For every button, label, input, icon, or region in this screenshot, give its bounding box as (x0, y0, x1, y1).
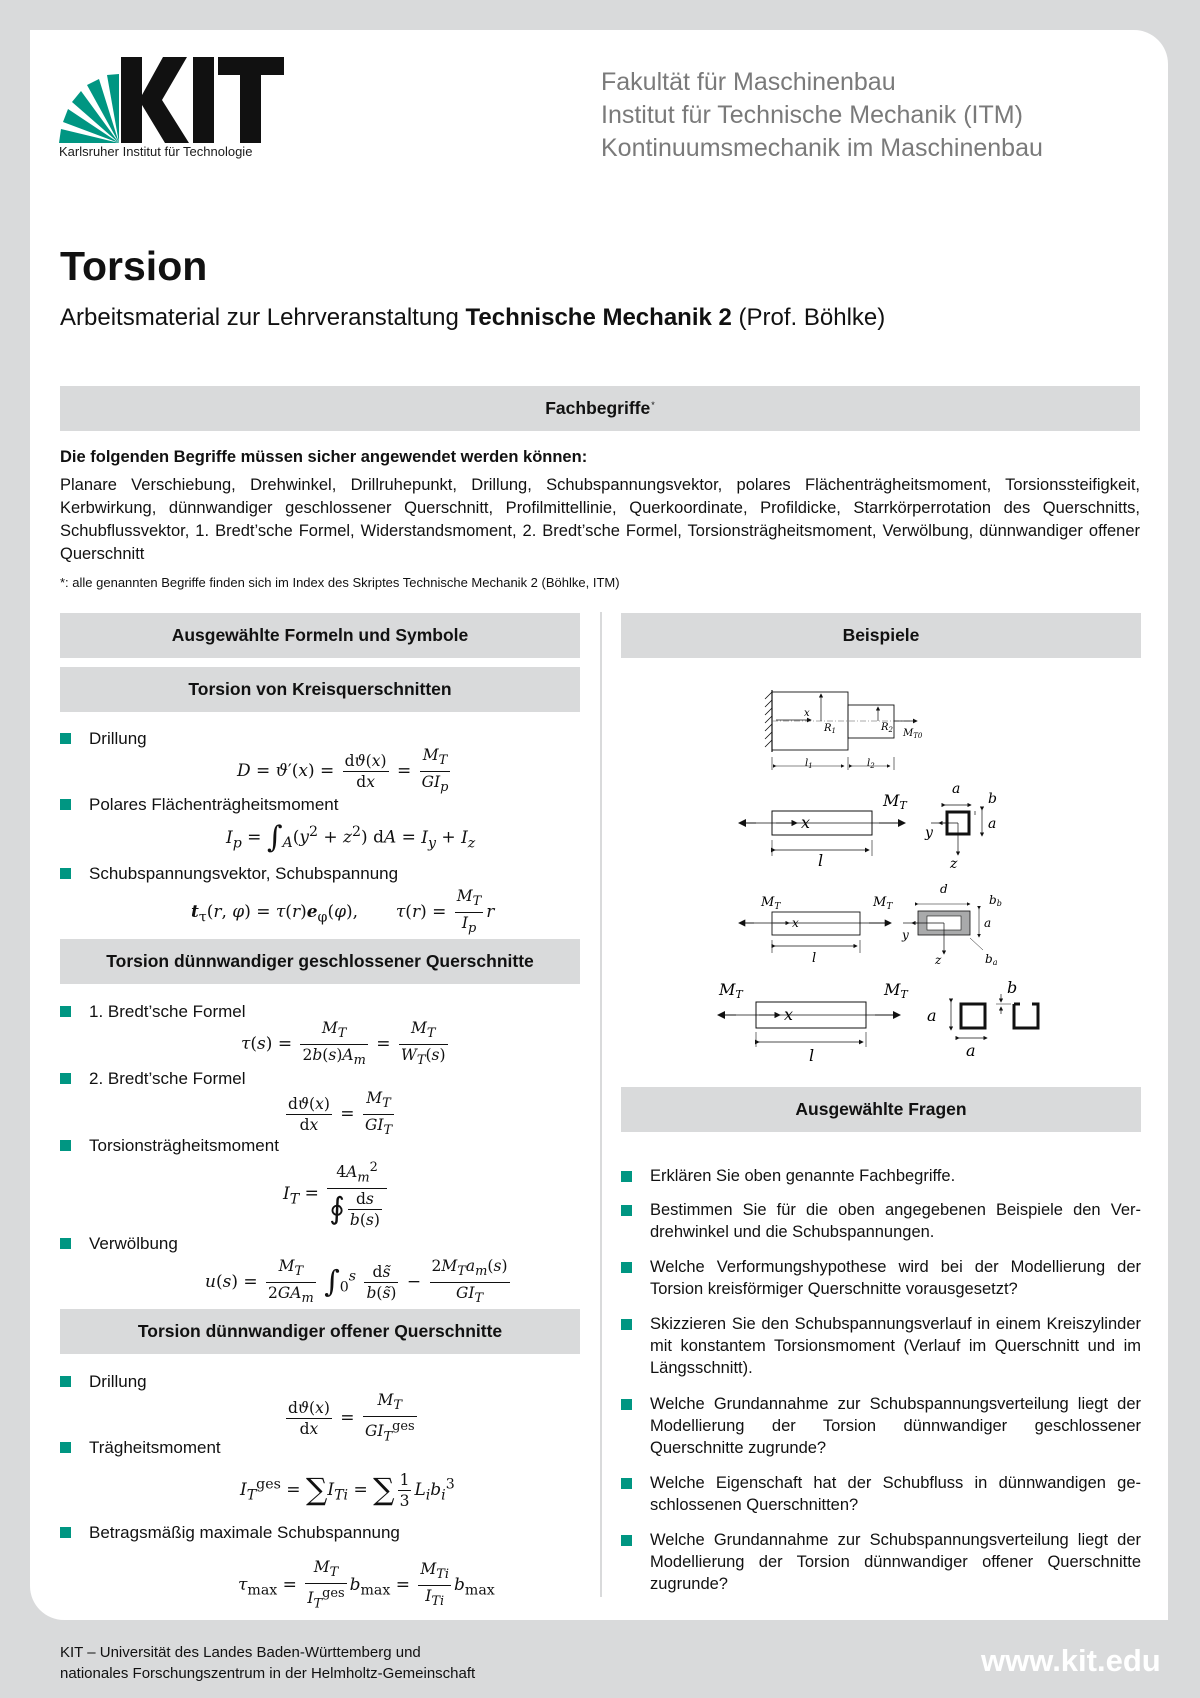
fachbegriffe-heading (60, 386, 1140, 431)
question-text: Welche Grundannahme zur Schubspannungsverteilung liegt der Modellierung der Torsion dünnwandiger geschlossener Querschnitte zugrunde? (650, 1395, 1141, 1457)
bullet-square-icon (621, 1205, 632, 1216)
course-name: Technische Mechanik 2 (465, 304, 732, 331)
question-item (621, 1393, 1141, 1459)
question-item (621, 1313, 1141, 1379)
formula-item-label: Verwölbung (89, 1234, 178, 1253)
label-mt: MT (719, 980, 743, 1001)
label-a: a (966, 1041, 976, 1060)
formula-item-label: 1. Bredt’sche Formel (89, 1002, 246, 1021)
bullet-square-icon (60, 1442, 71, 1453)
label-mt0: $M_{T0}$ (903, 728, 923, 740)
question-item (621, 1529, 1141, 1595)
examples-figure (621, 680, 1141, 1080)
bullet-square-icon (60, 1238, 71, 1249)
label-a: a (988, 816, 997, 832)
footnote-mark: * (651, 400, 655, 410)
question-text: Welche Eigenschaft hat der Schubfluss in dünnwandigen geschlossenen Querschnitten? (650, 1474, 1141, 1514)
bullet-square-icon (621, 1535, 632, 1546)
bullet-square-icon (621, 1171, 632, 1182)
formula-item (60, 1234, 178, 1254)
footer-url[interactable]: www.kit.edu (981, 1643, 1161, 1678)
label-a: a (927, 1006, 937, 1025)
label-x: x (784, 1005, 794, 1024)
example-1-stepped-shaft (765, 690, 923, 770)
institute-line: Fakultät für Maschinenbau (601, 68, 896, 96)
formula-item-label: Betragsmäßig maximale Schubspannung (89, 1523, 400, 1542)
questions-heading: Ausgewählte Fragen (621, 1087, 1141, 1132)
formula-item (60, 1069, 246, 1089)
bullet-square-icon (60, 1376, 71, 1387)
question-item (621, 1199, 1141, 1243)
formula-bredt-2: $\frac{dϑ(x)}{dx}$ = $\frac{M_T}{GI_T}$ (288, 1089, 393, 1139)
footer-text (60, 1642, 475, 1684)
label-mt: $M_T$ (761, 895, 781, 912)
label-y: y (925, 825, 933, 841)
formula-item (60, 1372, 147, 1392)
label-l2: $l_2$ (867, 758, 875, 770)
label-l1: $l_1$ (805, 758, 813, 770)
terms-list: Planare Verschiebung, Drehwinkel, Drillruhepunkt, Drillung, Schubspannungsvektor, polares Flächenträgheitsmoment, Torsionssteifigkeit, Kerbwirkung, dünnwandiger geschlossener Querschnitt, Profilmittellinie, Querkoordinate, Profildicke, Starrkörperrotation des Querschnitts, Schubflussvektor, 1. Bredt’sche Formel, Widerstandsmoment, 2. Bredt’sche Formel, Torsionsträgheitsmoment, Verwölbung, dünnwandiger offener Querschnitt (60, 476, 1140, 563)
label-x: x (792, 916, 799, 930)
formula-bredt-1: τ(s) = $\frac{M_T}{2b(s)A_m}$ = $\frac{M_T}{W_T(s)}$ (241, 1019, 446, 1069)
bullet-square-icon (60, 1073, 71, 1084)
formula-polar-moment: $I_p = \int_A(y^2 + z^2)$ dA = $I_y + I_z$ (226, 820, 476, 856)
label-bb: bb (989, 893, 1002, 908)
terms-intro: Die folgenden Begriffe müssen sicher angewendet werden können: (60, 448, 588, 466)
bullet-square-icon (60, 1140, 71, 1151)
subtitle-prefix: Arbeitsmaterial zur Lehrveranstaltung (60, 304, 466, 331)
label-x: x (804, 708, 810, 719)
question-text: Welche Verformungshypothese wird bei der Modellierung der Torsion kreisförmiger Querschnitte vorausgesetzt? (650, 1258, 1141, 1298)
bullet-square-icon (60, 799, 71, 810)
logo-caption: Karlsruher Institut für Technologie (59, 144, 253, 159)
label-l: l (809, 1046, 815, 1065)
bullet-square-icon (60, 868, 71, 879)
example-3-rectangular-tube (739, 882, 1002, 967)
circular-section-heading: Torsion von Kreisquerschnitten (60, 667, 580, 712)
formula-item-label: 2. Bredt’sche Formel (89, 1069, 246, 1088)
label-r2: $R_2$ (881, 722, 893, 734)
footer-line: KIT – Universität des Landes Baden-Württemberg und (60, 1644, 421, 1661)
label-mt: $M_T$ (873, 895, 893, 912)
page-subtitle (60, 304, 885, 332)
formula-max-shear: $\tau_{max}$ = $\frac{M_T}{I_T^{ges}}$ $b_{max}$ = $\frac{M_{Ti}}{I_{Ti}}$ $b_{max}$ (238, 1558, 495, 1612)
label-d: d (940, 882, 948, 896)
open-section-heading: Torsion dünnwandiger offener Querschnitte (60, 1309, 580, 1354)
label-r1: $R_1$ (824, 723, 836, 735)
bullet-square-icon (60, 1527, 71, 1538)
label-l: l (812, 951, 817, 966)
bullet-square-icon (621, 1319, 632, 1330)
column-divider (600, 612, 602, 1597)
formula-item-label: Drillung (89, 1372, 147, 1391)
formula-open-inertia: $I_T^{ges} = \sum I_{Ti}$ = ∑ $\frac{1}{3}$ $L_ib_i^3$ (240, 1471, 455, 1510)
bullet-square-icon (621, 1399, 632, 1410)
formula-item (60, 1002, 246, 1022)
example-2-closed-box (739, 781, 997, 872)
formula-item (60, 1438, 221, 1458)
question-item (621, 1165, 1141, 1187)
formula-item (60, 795, 338, 815)
formula-item (60, 864, 398, 884)
label-z: z (950, 856, 958, 872)
fachbegriffe-label: Fachbegriffe (545, 398, 651, 418)
question-item (621, 1256, 1141, 1300)
label-mt: MT (883, 791, 907, 812)
label-a: a (984, 916, 992, 930)
formula-item-label: Trägheitsmoment (89, 1438, 221, 1457)
bullet-square-icon (60, 733, 71, 744)
formula-shear-stress: $t_\tau(r$, $\varphi) = \tau(r)e_\varphi(\varphi)$, τ(r) = $\frac{M_T}{I_p}$ r (191, 887, 495, 937)
institute-line: Institut für Technische Mechanik (ITM) (601, 101, 1023, 129)
page-title: Torsion (60, 243, 208, 289)
label-z: z (935, 953, 942, 967)
bullet-square-icon (621, 1262, 632, 1273)
subtitle-suffix: (Prof. Böhlke) (731, 304, 886, 331)
label-y: y (902, 928, 909, 942)
terms-footnote: *: alle genannten Begriffe finden sich im Index des Skriptes Technische Mechanik 2 (Böhlke, ITM) (60, 575, 620, 590)
bullet-square-icon (621, 1478, 632, 1489)
footer-line: nationales Forschungszentrum in der Helmholtz-Gemeinschaft (60, 1665, 476, 1682)
question-text: Welche Grundannahme zur Schubspannungsverteilung liegt der Modellierung der Torsion dünnwandiger offener Querschnitte zugrunde? (650, 1531, 1141, 1593)
formulas-heading: Ausgewählte Formeln und Symbole (60, 613, 580, 658)
label-a: a (952, 781, 961, 797)
formula-item-label: Torsionsträgheitsmoment (89, 1136, 279, 1155)
label-l: l (818, 851, 824, 870)
question-text: Erklären Sie oben genannte Fachbegriffe. (650, 1167, 956, 1185)
bullet-square-icon (60, 1006, 71, 1017)
label-b: b (988, 791, 997, 807)
example-4-open-profile (718, 978, 1038, 1065)
formula-item-label: Drillung (89, 729, 147, 748)
formula-warping: u(s) = $\frac{M_T}{2GA_m}$ $\int_0^s$ $\frac{ds̃}{b(s̃)}$ − $\frac{2M_Ta_m(s)}{GI_T}$ (205, 1257, 508, 1307)
formula-item-label: Polares Flächenträgheitsmoment (89, 795, 339, 814)
formula-item (60, 1523, 400, 1543)
formula-drillung-open: $\frac{dϑ(x)}{dx}$ = $\frac{M_T}{GI_T^{ges}}$ (288, 1391, 415, 1445)
formula-item (60, 729, 147, 749)
label-b: b (1007, 978, 1018, 997)
formula-item-label: Schubspannungsvektor, Schubspannung (89, 864, 399, 883)
question-item (621, 1472, 1141, 1516)
question-text: Skizzieren Sie den Schubspannungsverlauf in einem Kreiszylinder mit konstantem Torsionsmoment (Verlauf im Querschnitt und im Längsschnitt). (650, 1315, 1141, 1377)
institute-block (601, 66, 1043, 165)
label-mt: MT (884, 980, 908, 1001)
label-x: x (801, 813, 811, 832)
formula-torsion-inertia: $I_T$ = $4A_m^2$ ∮ $\frac{ds}{b(s)}$ (283, 1158, 390, 1230)
label-ba: ba (985, 952, 998, 967)
closed-section-heading: Torsion dünnwandiger geschlossener Querschnitte (60, 939, 580, 984)
question-text: Bestimmen Sie für die oben angegebenen Beispiele den Verdrehwinkel und die Schubspannungen. (650, 1201, 1141, 1241)
institute-line: Kontinuumsmechanik im Maschinenbau (601, 134, 1043, 162)
formula-item (60, 1136, 279, 1156)
examples-heading: Beispiele (621, 613, 1141, 658)
formula-drillung-circle: D = ϑ′(x) = $\frac{dϑ(x)}{dx}$ = $\frac{M_T}{GI_p}$ (237, 746, 449, 796)
